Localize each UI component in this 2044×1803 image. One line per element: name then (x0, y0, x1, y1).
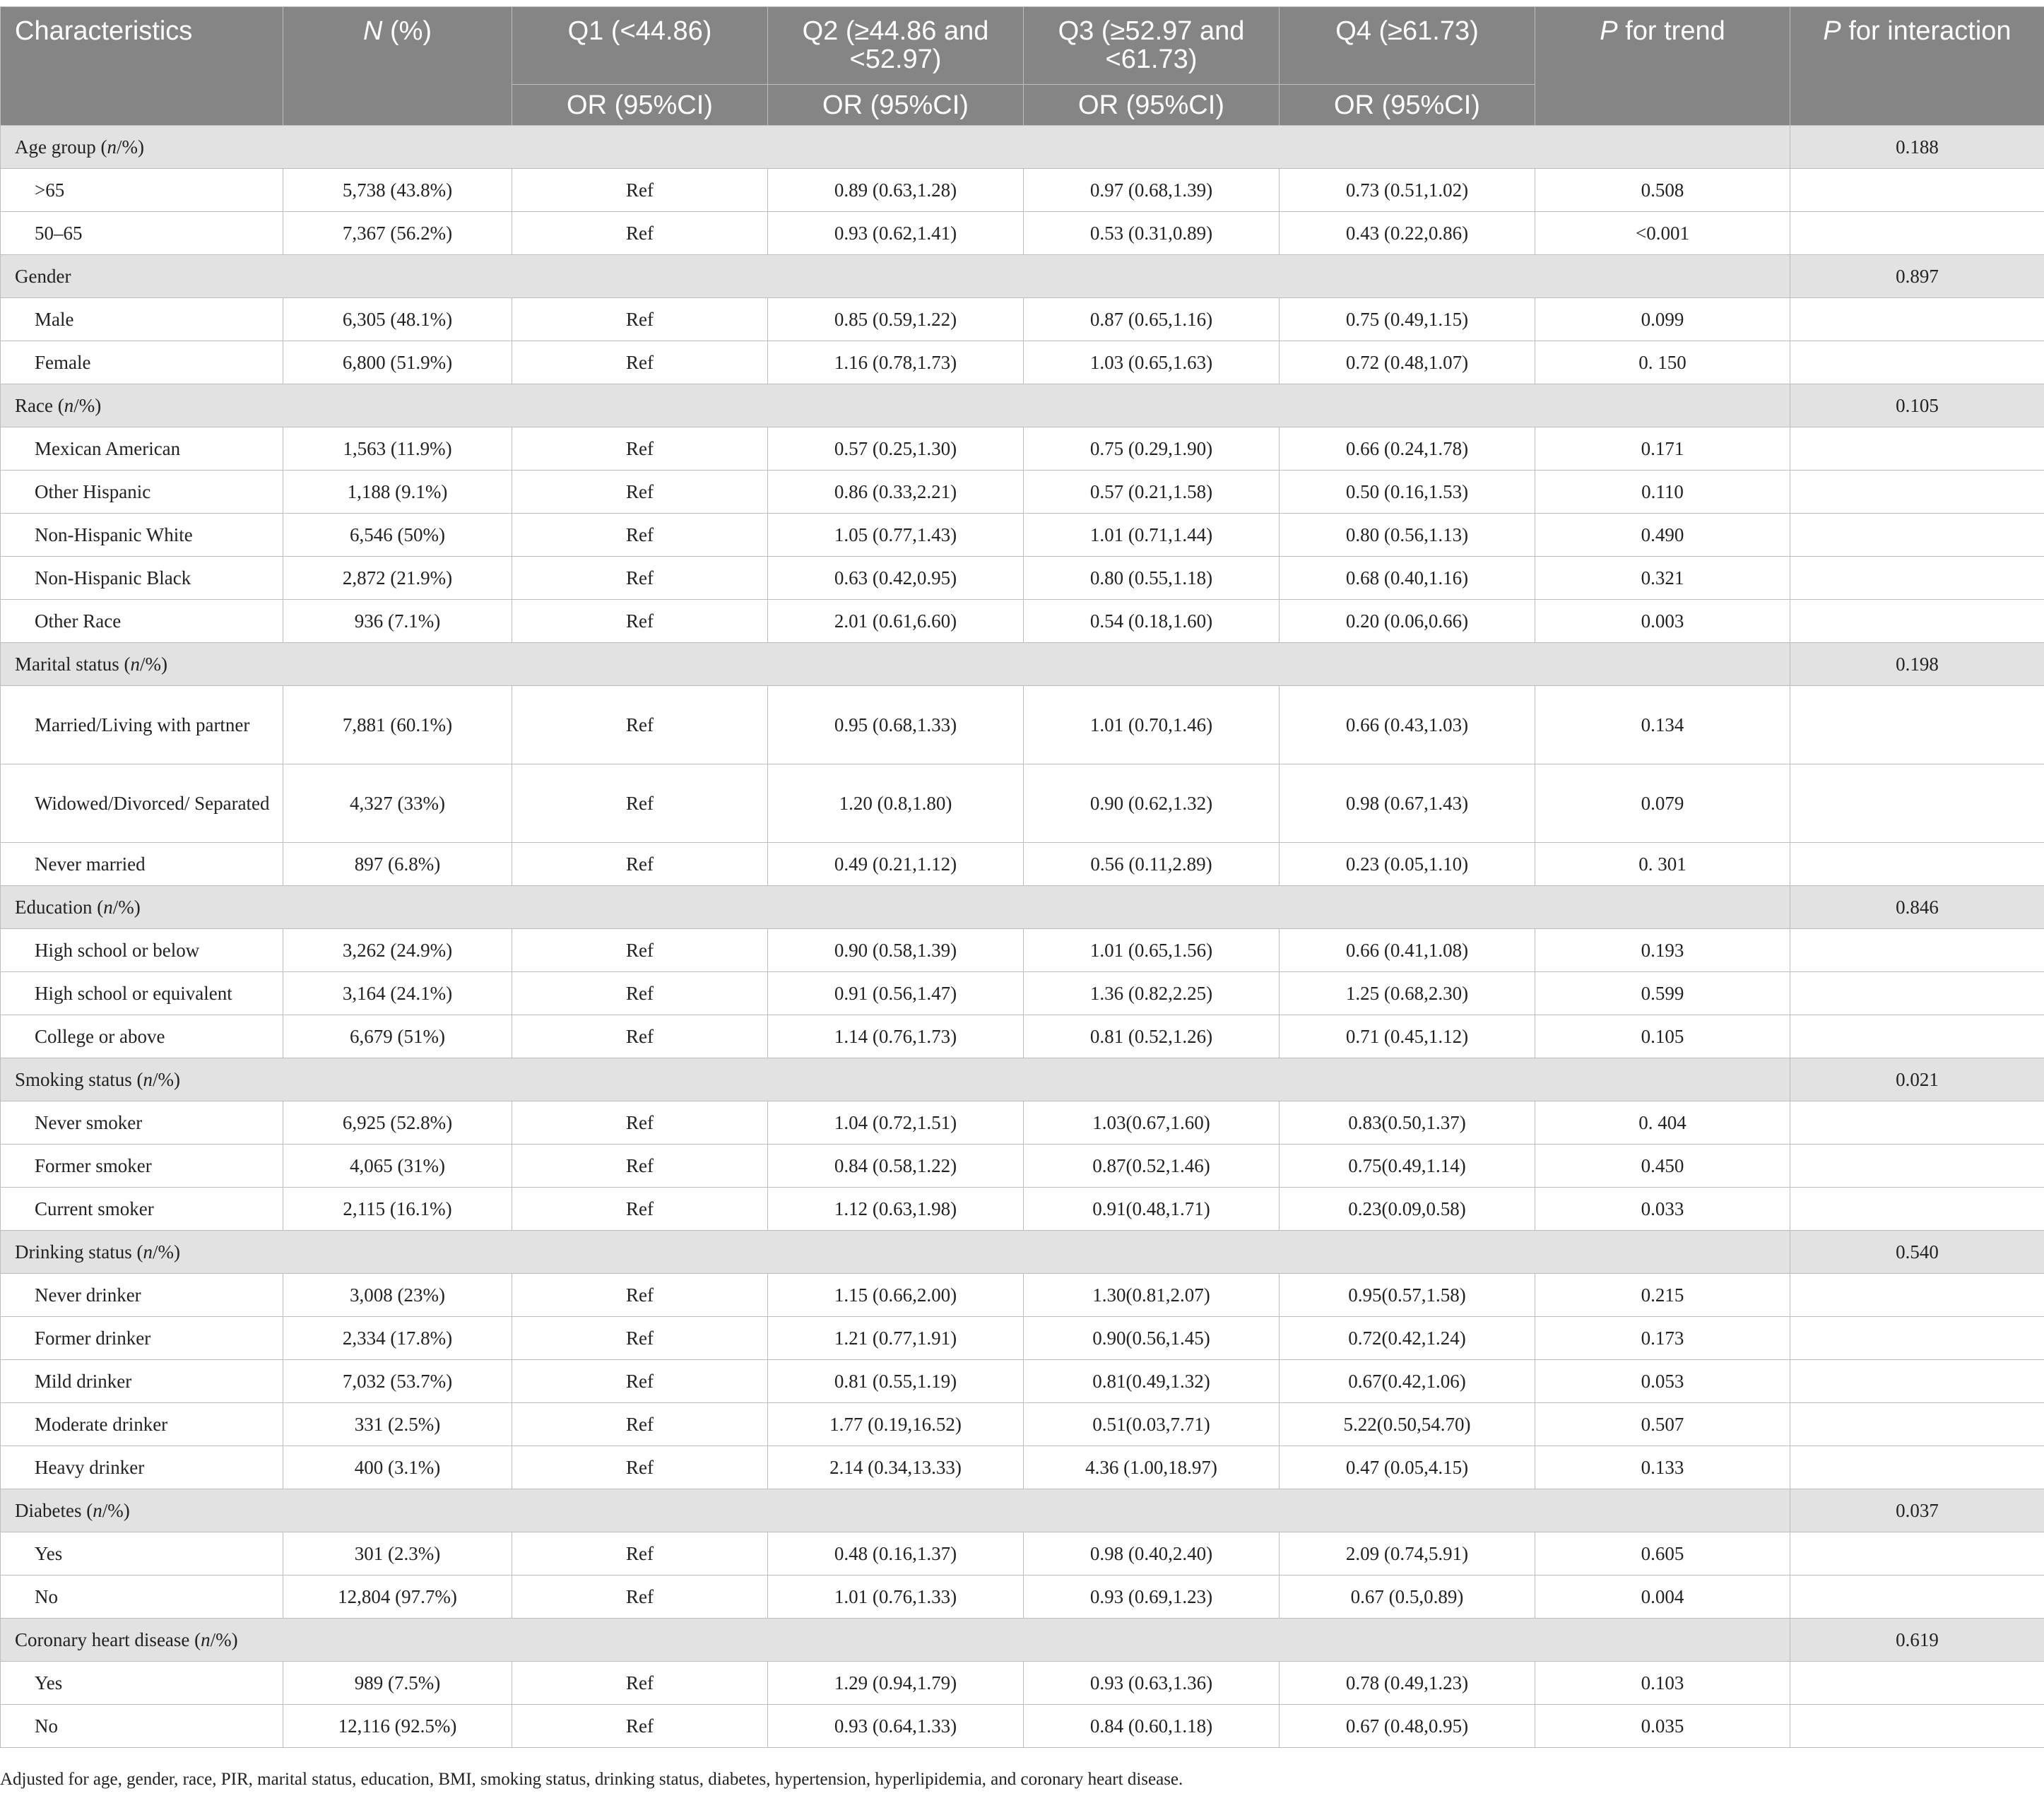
row-label: Married/Living with partner (1, 686, 283, 764)
q2-cell: 0.48 (0.16,1.37) (768, 1532, 1024, 1576)
p-trend-cell: 0.508 (1535, 169, 1790, 212)
p-interaction-cell: 0.897 (1790, 255, 2044, 298)
header-or-q3: OR (95%CI) (1024, 85, 1280, 126)
row-label: >65 (1, 169, 283, 212)
q2-cell: 1.16 (0.78,1.73) (768, 341, 1024, 384)
q3-cell: 0.90 (0.62,1.32) (1024, 764, 1280, 843)
p-trend-cell: 0.033 (1535, 1188, 1790, 1231)
table-body (1, 126, 2044, 1748)
q1-cell: Ref (512, 1532, 768, 1576)
table-row (1, 1576, 2044, 1619)
table-row (1, 1015, 2044, 1058)
q4-cell: 0.72 (0.48,1.07) (1280, 341, 1535, 384)
row-label: Yes (1, 1662, 283, 1705)
p-interaction-cell: 0.105 (1790, 384, 2044, 427)
q4-cell: 0.68 (0.40,1.16) (1280, 557, 1535, 600)
q2-cell: 0.84 (0.58,1.22) (768, 1145, 1024, 1188)
q1-cell: Ref (512, 298, 768, 341)
table-row (1, 843, 2044, 886)
p-trend-cell: 0.133 (1535, 1446, 1790, 1489)
q3-cell: 1.03 (0.65,1.63) (1024, 341, 1280, 384)
row-label: Current smoker (1, 1188, 283, 1231)
n-pct-cell: 6,925 (52.8%) (283, 1101, 512, 1145)
group-label: Education (n/%) (1, 886, 1790, 929)
p-trend-cell: 0.105 (1535, 1015, 1790, 1058)
row-label: College or above (1, 1015, 283, 1058)
table-row (1, 1360, 2044, 1403)
header-or-q4: OR (95%CI) (1280, 85, 1535, 126)
q1-cell: Ref (512, 557, 768, 600)
q2-cell: 0.91 (0.56,1.47) (768, 972, 1024, 1015)
n-pct-cell: 331 (2.5%) (283, 1403, 512, 1446)
q1-cell: Ref (512, 1015, 768, 1058)
p-interaction-cell: 0.846 (1790, 886, 2044, 929)
group-row (1, 643, 2044, 686)
q3-cell: 0.93 (0.69,1.23) (1024, 1576, 1280, 1619)
table-row (1, 1274, 2044, 1317)
q4-cell: 0.43 (0.22,0.86) (1280, 212, 1535, 255)
row-label: Never smoker (1, 1101, 283, 1145)
q2-cell: 1.77 (0.19,16.52) (768, 1403, 1024, 1446)
row-label: Never married (1, 843, 283, 886)
p-interaction-cell (1790, 972, 2044, 1015)
q3-cell: 0.54 (0.18,1.60) (1024, 600, 1280, 643)
table-row (1, 169, 2044, 212)
n-pct-cell: 3,164 (24.1%) (283, 972, 512, 1015)
q1-cell: Ref (512, 1576, 768, 1619)
q2-cell: 0.90 (0.58,1.39) (768, 929, 1024, 972)
q1-cell: Ref (512, 212, 768, 255)
q3-cell: 0.81 (0.52,1.26) (1024, 1015, 1280, 1058)
n-pct-cell: 6,305 (48.1%) (283, 298, 512, 341)
q2-cell: 0.93 (0.62,1.41) (768, 212, 1024, 255)
q2-cell: 0.81 (0.55,1.19) (768, 1360, 1024, 1403)
table-row (1, 1145, 2044, 1188)
p-interaction-cell (1790, 1188, 2044, 1231)
header-q4: Q4 (≥61.73) (1280, 7, 1535, 85)
table-row (1, 1188, 2044, 1231)
q4-cell: 0.50 (0.16,1.53) (1280, 471, 1535, 514)
q2-cell: 0.86 (0.33,2.21) (768, 471, 1024, 514)
table-row (1, 514, 2044, 557)
q3-cell: 0.75 (0.29,1.90) (1024, 427, 1280, 471)
q2-cell: 1.21 (0.77,1.91) (768, 1317, 1024, 1360)
p-trend-cell: 0. 301 (1535, 843, 1790, 886)
q2-cell: 0.89 (0.63,1.28) (768, 169, 1024, 212)
q4-cell: 0.78 (0.49,1.23) (1280, 1662, 1535, 1705)
table-row (1, 1403, 2044, 1446)
p-trend-cell: <0.001 (1535, 212, 1790, 255)
p-interaction-cell (1790, 929, 2044, 972)
p-trend-cell: 0.599 (1535, 972, 1790, 1015)
header-characteristics: Characteristics (1, 7, 283, 126)
q1-cell: Ref (512, 341, 768, 384)
p-interaction-cell (1790, 1101, 2044, 1145)
group-label: Drinking status (n/%) (1, 1231, 1790, 1274)
p-interaction-cell (1790, 1446, 2044, 1489)
n-pct-cell: 5,738 (43.8%) (283, 169, 512, 212)
q3-cell: 0.93 (0.63,1.36) (1024, 1662, 1280, 1705)
row-label: High school or equivalent (1, 972, 283, 1015)
q4-cell: 0.66 (0.24,1.78) (1280, 427, 1535, 471)
group-row (1, 384, 2044, 427)
p-trend-cell: 0.099 (1535, 298, 1790, 341)
q4-cell: 5.22(0.50,54.70) (1280, 1403, 1535, 1446)
n-pct-cell: 400 (3.1%) (283, 1446, 512, 1489)
n-pct-cell: 6,546 (50%) (283, 514, 512, 557)
n-pct-cell: 1,563 (11.9%) (283, 427, 512, 471)
q2-cell: 1.15 (0.66,2.00) (768, 1274, 1024, 1317)
row-label: High school or below (1, 929, 283, 972)
q4-cell: 0.73 (0.51,1.02) (1280, 169, 1535, 212)
n-pct-cell: 936 (7.1%) (283, 600, 512, 643)
table-row (1, 686, 2044, 764)
n-pct-cell: 6,679 (51%) (283, 1015, 512, 1058)
p-trend-cell: 0.171 (1535, 427, 1790, 471)
q1-cell: Ref (512, 1360, 768, 1403)
p-interaction-cell (1790, 341, 2044, 384)
q1-cell: Ref (512, 1274, 768, 1317)
n-pct-cell: 3,262 (24.9%) (283, 929, 512, 972)
row-label: Moderate drinker (1, 1403, 283, 1446)
q3-cell: 0.80 (0.55,1.18) (1024, 557, 1280, 600)
p-interaction-cell (1790, 1532, 2044, 1576)
footnote: Adjusted for age, gender, race, PIR, marital status, education, BMI, smoking status, drinking status, diabetes, hypertension, hyperlipidemia, and coronary heart disease. (0, 1770, 1183, 1789)
q2-cell: 0.95 (0.68,1.33) (768, 686, 1024, 764)
q3-cell: 0.56 (0.11,2.89) (1024, 843, 1280, 886)
n-pct-cell: 6,800 (51.9%) (283, 341, 512, 384)
p-trend-cell: 0.450 (1535, 1145, 1790, 1188)
q4-cell: 0.47 (0.05,4.15) (1280, 1446, 1535, 1489)
q3-cell: 0.98 (0.40,2.40) (1024, 1532, 1280, 1576)
q4-cell: 0.67 (0.5,0.89) (1280, 1576, 1535, 1619)
table-row (1, 764, 2044, 843)
row-label: Widowed/Divorced/ Separated (1, 764, 283, 843)
q3-cell: 0.51(0.03,7.71) (1024, 1403, 1280, 1446)
group-row (1, 886, 2044, 929)
row-label: Heavy drinker (1, 1446, 283, 1489)
q2-cell: 1.29 (0.94,1.79) (768, 1662, 1024, 1705)
table-row (1, 929, 2044, 972)
header-n-pct: N (%) (283, 7, 512, 126)
q4-cell: 2.09 (0.74,5.91) (1280, 1532, 1535, 1576)
header-q3: Q3 (≥52.97 and <61.73) (1024, 7, 1280, 85)
p-trend-cell: 0.490 (1535, 514, 1790, 557)
table-row (1, 600, 2044, 643)
p-interaction-cell (1790, 1705, 2044, 1748)
table-row (1, 1532, 2044, 1576)
group-row (1, 1058, 2044, 1101)
group-label: Gender (1, 255, 1790, 298)
n-pct-cell: 7,032 (53.7%) (283, 1360, 512, 1403)
p-interaction-cell (1790, 843, 2044, 886)
q4-cell: 0.75 (0.49,1.15) (1280, 298, 1535, 341)
p-trend-cell: 0.321 (1535, 557, 1790, 600)
q1-cell: Ref (512, 843, 768, 886)
p-interaction-cell: 0.037 (1790, 1489, 2044, 1532)
q4-cell: 0.23(0.09,0.58) (1280, 1188, 1535, 1231)
p-trend-cell: 0.079 (1535, 764, 1790, 843)
n-pct-cell: 897 (6.8%) (283, 843, 512, 886)
group-row (1, 126, 2044, 169)
p-interaction-cell (1790, 1662, 2044, 1705)
table-row (1, 212, 2044, 255)
group-label: Coronary heart disease (n/%) (1, 1619, 1790, 1662)
p-interaction-cell (1790, 298, 2044, 341)
header-or-q2: OR (95%CI) (768, 85, 1024, 126)
q2-cell: 1.14 (0.76,1.73) (768, 1015, 1024, 1058)
q2-cell: 1.20 (0.8,1.80) (768, 764, 1024, 843)
header-p-interaction: P for interaction (1790, 7, 2044, 126)
table-row (1, 557, 2044, 600)
q4-cell: 0.66 (0.41,1.08) (1280, 929, 1535, 972)
p-interaction-cell (1790, 212, 2044, 255)
q1-cell: Ref (512, 929, 768, 972)
q4-cell: 1.25 (0.68,2.30) (1280, 972, 1535, 1015)
p-trend-cell: 0.004 (1535, 1576, 1790, 1619)
p-trend-cell: 0.215 (1535, 1274, 1790, 1317)
group-row (1, 1619, 2044, 1662)
q1-cell: Ref (512, 169, 768, 212)
p-trend-cell: 0.134 (1535, 686, 1790, 764)
q3-cell: 0.90(0.56,1.45) (1024, 1317, 1280, 1360)
q2-cell: 1.12 (0.63,1.98) (768, 1188, 1024, 1231)
q3-cell: 0.91(0.48,1.71) (1024, 1188, 1280, 1231)
p-interaction-cell (1790, 600, 2044, 643)
n-pct-cell: 2,872 (21.9%) (283, 557, 512, 600)
p-interaction-cell (1790, 1403, 2044, 1446)
p-trend-cell: 0.053 (1535, 1360, 1790, 1403)
q2-cell: 2.01 (0.61,6.60) (768, 600, 1024, 643)
q1-cell: Ref (512, 600, 768, 643)
n-pct-cell: 1,188 (9.1%) (283, 471, 512, 514)
q1-cell: Ref (512, 1101, 768, 1145)
group-label: Smoking status (n/%) (1, 1058, 1790, 1101)
row-label: No (1, 1705, 283, 1748)
row-label: Non-Hispanic White (1, 514, 283, 557)
q4-cell: 0.83(0.50,1.37) (1280, 1101, 1535, 1145)
n-pct-cell: 2,334 (17.8%) (283, 1317, 512, 1360)
table-row (1, 972, 2044, 1015)
p-trend-cell: 0.173 (1535, 1317, 1790, 1360)
row-label: Former drinker (1, 1317, 283, 1360)
group-row (1, 1489, 2044, 1532)
q1-cell: Ref (512, 471, 768, 514)
q3-cell: 1.36 (0.82,2.25) (1024, 972, 1280, 1015)
q3-cell: 1.01 (0.70,1.46) (1024, 686, 1280, 764)
q1-cell: Ref (512, 1705, 768, 1748)
p-trend-cell: 0.193 (1535, 929, 1790, 972)
q4-cell: 0.80 (0.56,1.13) (1280, 514, 1535, 557)
n-pct-cell: 989 (7.5%) (283, 1662, 512, 1705)
p-interaction-cell: 0.021 (1790, 1058, 2044, 1101)
header-p-trend: P for trend (1535, 7, 1790, 126)
p-trend-cell: 0. 150 (1535, 341, 1790, 384)
table-row (1, 427, 2044, 471)
p-interaction-cell (1790, 1015, 2044, 1058)
q3-cell: 0.87(0.52,1.46) (1024, 1145, 1280, 1188)
q3-cell: 1.01 (0.65,1.56) (1024, 929, 1280, 972)
row-label: Other Hispanic (1, 471, 283, 514)
q3-cell: 0.97 (0.68,1.39) (1024, 169, 1280, 212)
q4-cell: 0.66 (0.43,1.03) (1280, 686, 1535, 764)
q4-cell: 0.20 (0.06,0.66) (1280, 600, 1535, 643)
table-row (1, 1317, 2044, 1360)
q1-cell: Ref (512, 1662, 768, 1705)
n-pct-cell: 12,116 (92.5%) (283, 1705, 512, 1748)
group-label: Diabetes (n/%) (1, 1489, 1790, 1532)
table-row (1, 1101, 2044, 1145)
p-trend-cell: 0.110 (1535, 471, 1790, 514)
n-pct-cell: 4,327 (33%) (283, 764, 512, 843)
header-q2: Q2 (≥44.86 and <52.97) (768, 7, 1024, 85)
q1-cell: Ref (512, 686, 768, 764)
row-label: Mild drinker (1, 1360, 283, 1403)
p-interaction-cell (1790, 471, 2044, 514)
q1-cell: Ref (512, 1145, 768, 1188)
p-interaction-cell: 0.540 (1790, 1231, 2044, 1274)
q4-cell: 0.23 (0.05,1.10) (1280, 843, 1535, 886)
q3-cell: 0.87 (0.65,1.16) (1024, 298, 1280, 341)
q3-cell: 0.84 (0.60,1.18) (1024, 1705, 1280, 1748)
q1-cell: Ref (512, 1188, 768, 1231)
q1-cell: Ref (512, 764, 768, 843)
p-trend-cell: 0.003 (1535, 600, 1790, 643)
q3-cell: 0.53 (0.31,0.89) (1024, 212, 1280, 255)
q4-cell: 0.71 (0.45,1.12) (1280, 1015, 1535, 1058)
table-row (1, 1662, 2044, 1705)
row-label: No (1, 1576, 283, 1619)
header-q1: Q1 (<44.86) (512, 7, 768, 85)
q1-cell: Ref (512, 514, 768, 557)
q3-cell: 0.57 (0.21,1.58) (1024, 471, 1280, 514)
q2-cell: 0.93 (0.64,1.33) (768, 1705, 1024, 1748)
n-pct-cell: 3,008 (23%) (283, 1274, 512, 1317)
q3-cell: 1.03(0.67,1.60) (1024, 1101, 1280, 1145)
q4-cell: 0.72(0.42,1.24) (1280, 1317, 1535, 1360)
q4-cell: 0.95(0.57,1.58) (1280, 1274, 1535, 1317)
q4-cell: 0.67(0.42,1.06) (1280, 1360, 1535, 1403)
n-pct-cell: 7,367 (56.2%) (283, 212, 512, 255)
group-row (1, 1231, 2044, 1274)
results-table (0, 6, 2044, 1748)
p-interaction-cell (1790, 514, 2044, 557)
p-interaction-cell (1790, 169, 2044, 212)
p-interaction-cell (1790, 1145, 2044, 1188)
n-pct-cell: 12,804 (97.7%) (283, 1576, 512, 1619)
n-pct-cell: 7,881 (60.1%) (283, 686, 512, 764)
row-label: Female (1, 341, 283, 384)
group-label: Race (n/%) (1, 384, 1790, 427)
q1-cell: Ref (512, 972, 768, 1015)
header-or-q1: OR (95%CI) (512, 85, 768, 126)
table-row (1, 298, 2044, 341)
table-row (1, 341, 2044, 384)
p-interaction-cell (1790, 1274, 2044, 1317)
q1-cell: Ref (512, 1403, 768, 1446)
q2-cell: 0.49 (0.21,1.12) (768, 843, 1024, 886)
q2-cell: 0.85 (0.59,1.22) (768, 298, 1024, 341)
table-row (1, 1446, 2044, 1489)
row-label: Never drinker (1, 1274, 283, 1317)
p-interaction-cell: 0.188 (1790, 126, 2044, 169)
q4-cell: 0.75(0.49,1.14) (1280, 1145, 1535, 1188)
row-label: Other Race (1, 600, 283, 643)
q1-cell: Ref (512, 427, 768, 471)
p-interaction-cell (1790, 764, 2044, 843)
table-row (1, 1705, 2044, 1748)
q1-cell: Ref (512, 1317, 768, 1360)
p-trend-cell: 0. 404 (1535, 1101, 1790, 1145)
q3-cell: 4.36 (1.00,18.97) (1024, 1446, 1280, 1489)
q2-cell: 0.63 (0.42,0.95) (768, 557, 1024, 600)
q3-cell: 1.01 (0.71,1.44) (1024, 514, 1280, 557)
q4-cell: 0.98 (0.67,1.43) (1280, 764, 1535, 843)
q2-cell: 0.57 (0.25,1.30) (768, 427, 1024, 471)
p-interaction-cell (1790, 557, 2044, 600)
q2-cell: 1.01 (0.76,1.33) (768, 1576, 1024, 1619)
q2-cell: 2.14 (0.34,13.33) (768, 1446, 1024, 1489)
group-label: Marital status (n/%) (1, 643, 1790, 686)
table-header (1, 7, 2044, 126)
row-label: Former smoker (1, 1145, 283, 1188)
row-label: Male (1, 298, 283, 341)
row-label: 50–65 (1, 212, 283, 255)
q4-cell: 0.67 (0.48,0.95) (1280, 1705, 1535, 1748)
group-row (1, 255, 2044, 298)
group-label: Age group (n/%) (1, 126, 1790, 169)
p-interaction-cell (1790, 686, 2044, 764)
p-trend-cell: 0.035 (1535, 1705, 1790, 1748)
n-pct-cell: 4,065 (31%) (283, 1145, 512, 1188)
p-interaction-cell (1790, 1360, 2044, 1403)
q3-cell: 0.81(0.49,1.32) (1024, 1360, 1280, 1403)
n-pct-cell: 301 (2.3%) (283, 1532, 512, 1576)
q2-cell: 1.05 (0.77,1.43) (768, 514, 1024, 557)
p-trend-cell: 0.103 (1535, 1662, 1790, 1705)
p-trend-cell: 0.507 (1535, 1403, 1790, 1446)
row-label: Non-Hispanic Black (1, 557, 283, 600)
row-label: Mexican American (1, 427, 283, 471)
q3-cell: 1.30(0.81,2.07) (1024, 1274, 1280, 1317)
p-interaction-cell (1790, 427, 2044, 471)
n-pct-cell: 2,115 (16.1%) (283, 1188, 512, 1231)
row-label: Yes (1, 1532, 283, 1576)
q2-cell: 1.04 (0.72,1.51) (768, 1101, 1024, 1145)
p-interaction-cell (1790, 1317, 2044, 1360)
p-interaction-cell: 0.619 (1790, 1619, 2044, 1662)
table-row (1, 471, 2044, 514)
p-interaction-cell (1790, 1576, 2044, 1619)
p-interaction-cell: 0.198 (1790, 643, 2044, 686)
p-trend-cell: 0.605 (1535, 1532, 1790, 1576)
q1-cell: Ref (512, 1446, 768, 1489)
